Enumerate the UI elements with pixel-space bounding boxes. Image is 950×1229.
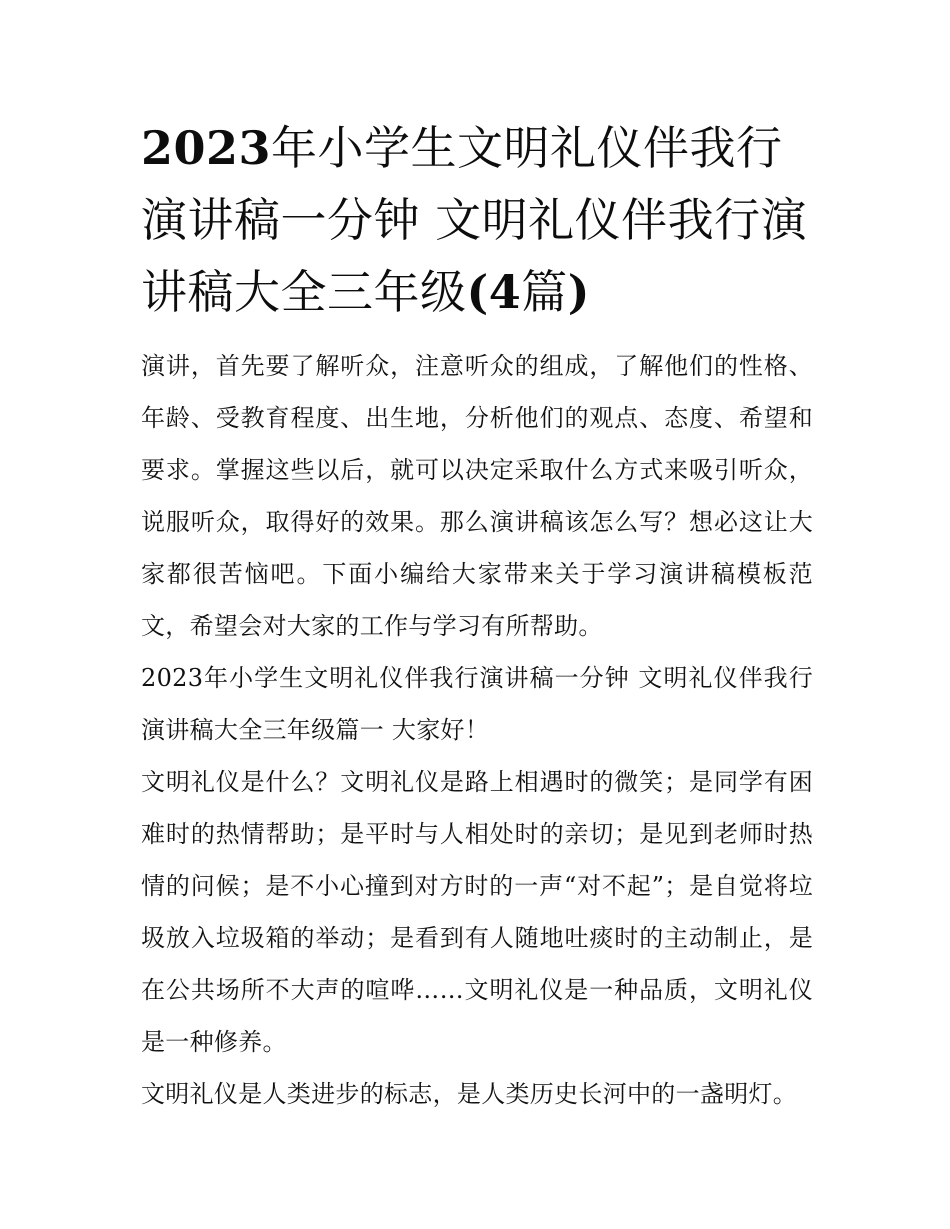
title-year: 2023 <box>141 121 272 175</box>
title-count: (4 <box>466 265 522 319</box>
title-main: 年小学生文明礼仪伴我行演讲稿一分钟 文明礼仪伴我行演讲稿大全三年级 <box>141 121 808 319</box>
document-body <box>141 112 813 1120</box>
section-heading-paragraph: 2023年小学生文明礼仪伴我行演讲稿一分钟 文明礼仪伴我行演讲稿大全三年级篇一 大家好！ <box>141 664 813 744</box>
body-paragraph: 文明礼仪是人类进步的标志，是人类历史长河中的一盏明灯。 <box>141 1080 798 1108</box>
title-close: ) <box>567 265 591 319</box>
body-paragraph: 文明礼仪是什么？文明礼仪是路上相遇时的微笑；是同学有困难时的热情帮助；是平时与人相处时的亲切；是见到老师时热情的问候；是不小心撞到对方时的一声“对不起”；是自觉将垃圾放入垃圾箱的举动；是看到有人随地吐痰时的主动制止，是在公共场所不大声的喧哗……文明礼仪是一种品质，文明礼仪是一种修养。 <box>141 768 813 1056</box>
document-title <box>141 112 813 328</box>
intro-paragraph: 演讲，首先要了解听众，注意听众的组成，了解他们的性格、年龄、受教育程度、出生地，分析他们的观点、态度、希望和要求。掌握这些以后，就可以决定采取什么方式来吸引听众，说服听众，取得好的效果。那么演讲稿该怎么写？想必这让大家都很苦恼吧。下面小编给大家带来关于学习演讲稿模板范文，希望会对大家的工作与学习有所帮助。 <box>141 352 813 640</box>
title-unit: 篇 <box>521 265 568 319</box>
